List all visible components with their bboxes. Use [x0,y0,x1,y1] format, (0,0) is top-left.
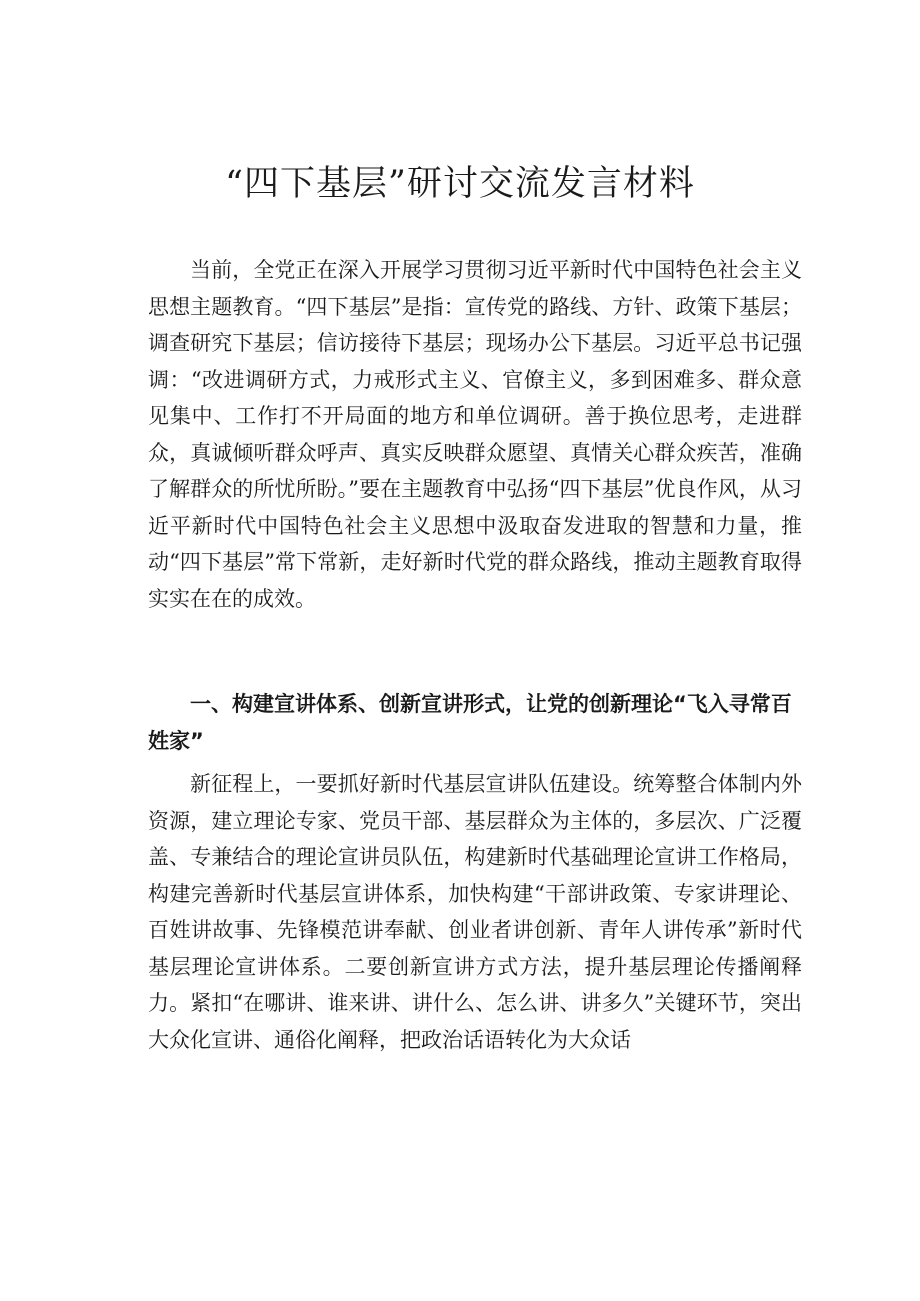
body-paragraph: 新征程上，一要抓好新时代基层宣讲队伍建设。统筹整合体制内外资源，建立理论专家、党员干部、基层群众为主体的，多层次、广泛覆盖、专兼结合的理论宣讲员队伍，构建新时代基础理论宣讲工作格局，构建完善新时代基层宣讲体系，加快构建“干部讲政策、专家讲理论、百姓讲故事、先锋模范讲奉献、创业者讲创新、青年人讲传承”新时代基层理论宣讲体系。二要创新宣讲方式方法，提升基层理论传播阐释力。紧扣“在哪讲、谁来讲、讲什么、怎么讲、讲多久”关键环节，突出大众化宣讲、通俗化阐释，把政治话语转化为大众话 [148,772,802,1052]
body-paragraph: 当前，全党正在深入开展学习贯彻习近平新时代中国特色社会主义思想主题教育。“四下基层”是指：宣传党的路线、方针、政策下基层；调查研究下基层；信访接待下基层；现场办公下基层。习近平总书记强调：“改进调研方式，力戒形式主义、官僚主义，多到困难多、群众意见集中、工作打不开局面的地方和单位调研。善于换位思考，走进群众，真诚倾听群众呼声、真实反映群众愿望、真情关心群众疾苦，准确了解群众的所忧所盼。”要在主题教育中弘扬“四下基层”优良作风，从习近平新时代中国特色社会主义思想中汲取奋发进取的智慧和力量，推动“四下基层”常下常新，走好新时代党的群众路线，推动主题教育取得实实在在的成效。 [148,258,802,611]
document-title: “四下基层”研讨交流发言材料 [225,164,695,204]
section-heading: 一、构建宣讲体系、创新宣讲形式，让党的创新理论“飞入寻常百姓家” [148,692,792,753]
